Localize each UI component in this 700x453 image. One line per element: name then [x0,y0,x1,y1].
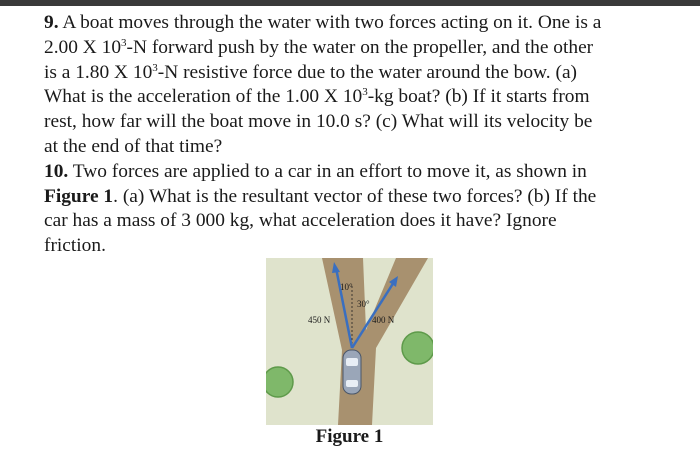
problem10-line4: friction. [44,235,106,257]
problem10-line1 [44,160,694,185]
angle-label-right: 30° [357,299,370,309]
problem10-line3: car has a mass of 3 000 kg, what acceleration does it have? Ignore [44,210,557,232]
exponent: 3 [362,86,368,99]
force-label-right: 400 N [372,315,395,325]
problem9-text-3a: is a 1.80 X 10 [44,61,153,83]
tree-right [402,332,433,364]
problem9-text-1: A boat moves through the water with two forces acting on it. One is a [62,12,602,33]
figure-reference: Figure 1 [44,185,114,207]
problem10-number: 10. [44,160,69,182]
problem9-line3 [44,61,694,86]
problem9-line4 [44,85,694,110]
tree-left [266,367,293,397]
exponent: 3 [152,61,158,74]
problem-text [44,11,694,259]
exponent: 3 [121,36,127,49]
problem9-text-3b: -N resistive force due to the water around the bow. (a) [157,61,578,83]
problem9-text-2b: -N forward push by the water on the propeller, and the other [126,36,594,58]
problem9-number: 9. [44,12,59,33]
top-border [0,0,700,6]
figure-caption: Figure 1 [315,426,384,447]
problem10-line2 [44,185,694,210]
problem10-text-1: Two forces are applied to a car in an effort to move it, as shown in [72,160,587,182]
car [343,350,361,394]
angle-label-left: 10° [340,282,353,292]
problem10-text-2: . (a) What is the resultant vector of these two forces? (b) If the [113,185,597,207]
force-label-left: 450 N [308,315,331,325]
problem9-line1 [44,11,694,36]
problem9-text-2a: 2.00 X 10 [44,36,122,58]
problem9-text-4a: What is the acceleration of the 1.00 X 10 [44,86,363,108]
problem9-line6: at the end of that time? [44,135,223,157]
problem9-text-4b: -kg boat? (b) If it starts from [367,86,590,108]
problem9-line5: rest, how far will the boat move in 10.0 s? (c) What will its velocity be [44,111,593,133]
problem9-line2 [44,36,694,61]
figure-1-diagram [266,258,433,425]
